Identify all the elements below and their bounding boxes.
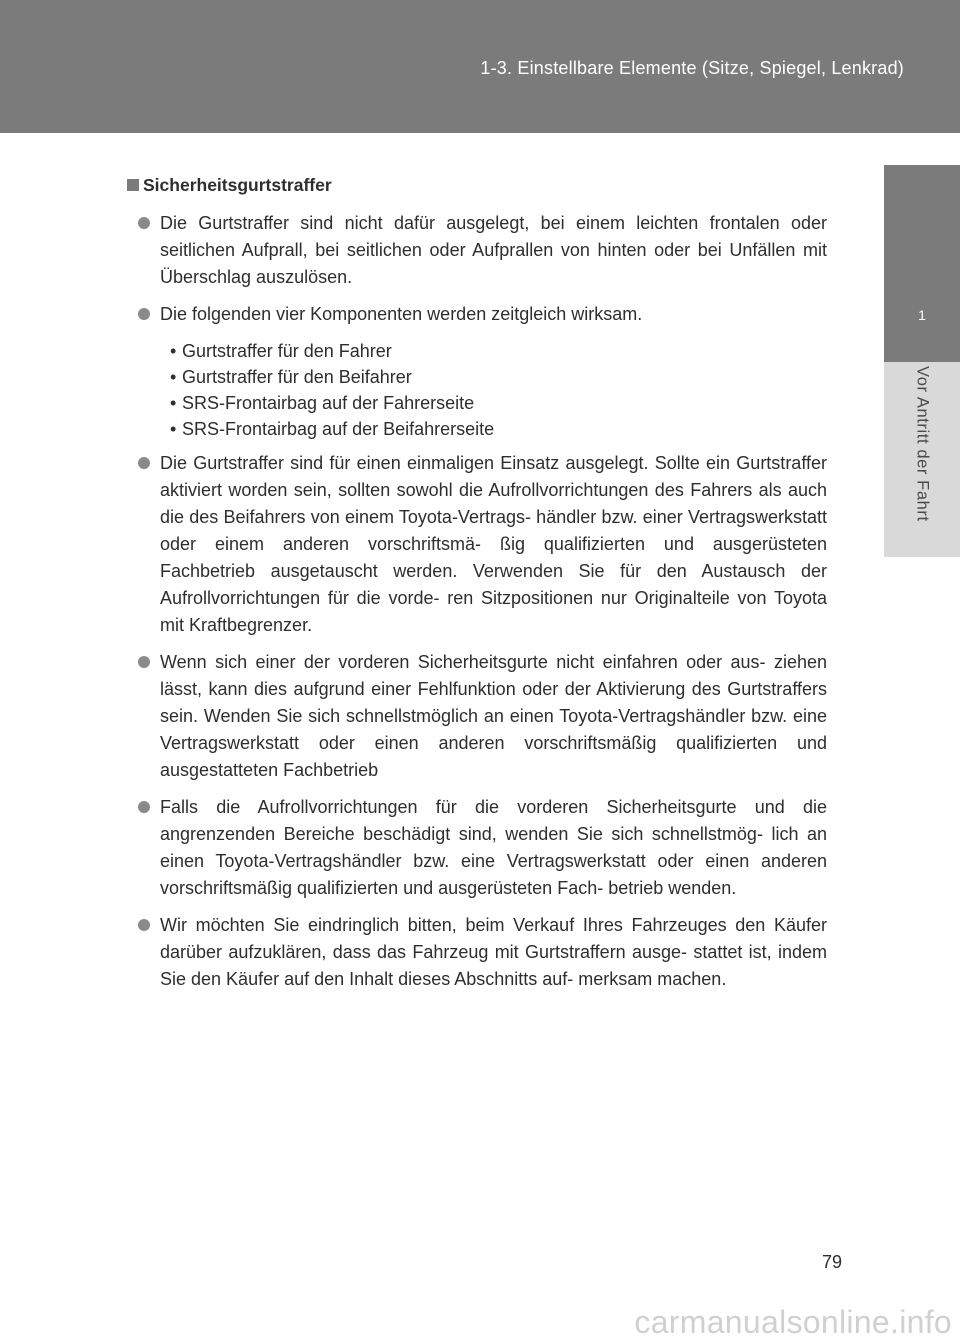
chapter-tab-label: Vor Antritt der Fahrt — [913, 366, 932, 522]
main-content — [127, 168, 827, 1003]
list-item — [127, 794, 827, 902]
list-item-text: Falls die Aufrollvorrichtungen für die vorderen Sicherheitsgurte und die angrenzenden Bereiche beschädigt sind, wenden Sie sich schnellstmög- lich an einen Toyota-Vertragshändler bzw. eine Vertragswerkstatt oder einen anderen vorschriftsmäßig qualifizierten und ausgerüsteten Fach- betrieb wenden. — [160, 797, 827, 898]
chapter-tab-number: 1 — [918, 307, 926, 323]
sub-bullet: • — [170, 367, 177, 387]
circle-bullet-icon — [138, 656, 150, 668]
circle-bullet-icon — [138, 457, 150, 469]
component-sublist — [127, 338, 827, 442]
sublist-item-text: Gurtstraffer für den Beifahrer — [182, 367, 412, 387]
sublist-item-text: Gurtstraffer für den Fahrer — [182, 341, 392, 361]
sublist-item-text: SRS-Frontairbag auf der Fahrerseite — [182, 393, 475, 413]
circle-bullet-icon — [138, 801, 150, 813]
chapter-tab — [884, 165, 960, 362]
section-title: Sicherheitsgurtstraffer — [143, 174, 332, 195]
list-item-text: Wir möchten Sie eindringlich bitten, beim Verkauf Ihres Fahrzeuges den Käufer darüber aufzuklären, dass das Fahrzeug mit Gurtstraffern ausge- stattet ist, indem Sie den Käufer auf den Inhalt dieses Abschnitts auf- merksam machen. — [160, 915, 827, 989]
sub-bullet: • — [170, 419, 177, 439]
list-item-text: Wenn sich einer der vorderen Sicherheitsgurte nicht einfahren oder aus- ziehen lässt, kann dies aufgrund einer Fehlfunktion oder der Aktivierung des Gurtstraffers sein. Wenden Sie sich schnellstmöglich an einen Toyota-Vertragshändler bzw. eine Vertragswerkstatt oder einen anderen vorschriftsmäßig qualifizierten und ausgestatteten Fachbetrieb — [160, 652, 827, 780]
chapter-header-title: 1-3. Einstellbare Elemente (Sitze, Spiegel, Lenkrad) — [480, 58, 904, 78]
section-heading — [127, 168, 827, 202]
list-item-text: Die folgenden vier Komponenten werden zeitgleich wirksam. — [160, 304, 643, 324]
circle-bullet-icon — [138, 919, 150, 931]
watermark: carmanualsonline.info — [634, 1304, 952, 1340]
list-item — [127, 649, 827, 784]
sub-bullet: • — [170, 341, 177, 361]
list-item-text: Die Gurtstraffer sind nicht dafür ausgelegt, bei einem leichten frontalen oder seitlichen Aufprall, bei seitlichen oder Aufprallen von hinten oder bei Unfällen mit Überschlag auszulösen. — [160, 213, 827, 287]
list-item-text: Die Gurtstraffer sind für einen einmaligen Einsatz ausgelegt. Sollte ein Gurtstraffer aktiviert worden sein, sollten sowohl die Aufrollvorrichtungen des Fahrers als auch die des Beifahrers von einem Toyota-Vertrags- händler bzw. einer Vertragswerkstatt oder einem anderen vorschriftsmä- ßig qualifizierten und ausgerüsteten Fachbetrieb ausgetauscht werden. Verwenden Sie für den Austausch der Aufrollvorrichtungen für die vorde- ren Sitzpositionen nur Originalteile von Toyota mit Kraftbegrenzer. — [160, 453, 827, 635]
chapter-tab-label-area — [884, 362, 960, 557]
list-item — [127, 210, 827, 291]
sublist-item — [170, 390, 827, 416]
sub-bullet: • — [170, 393, 177, 413]
page-number: 79 — [822, 1252, 843, 1272]
square-bullet-icon — [127, 179, 139, 191]
list-item — [127, 912, 827, 993]
sublist-item — [170, 364, 827, 390]
list-item — [127, 301, 827, 328]
circle-bullet-icon — [138, 217, 150, 229]
circle-bullet-icon — [138, 308, 150, 320]
sublist-item — [170, 416, 827, 442]
page-header-band — [0, 0, 960, 133]
sublist-item-text: SRS-Frontairbag auf der Beifahrerseite — [182, 419, 495, 439]
sublist-item — [170, 338, 827, 364]
list-item — [127, 450, 827, 639]
